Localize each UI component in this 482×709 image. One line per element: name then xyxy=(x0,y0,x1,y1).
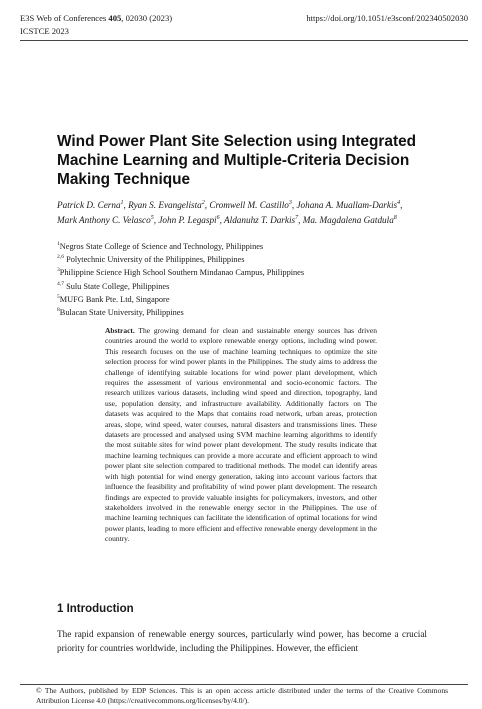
author-affiliation-marker: 8 xyxy=(393,215,397,222)
affiliation-text: Sulu State College, Philippines xyxy=(64,281,170,291)
author-name: Patrick D. Cerna xyxy=(57,200,121,211)
abstract xyxy=(105,326,377,545)
author-separator: , xyxy=(123,200,129,211)
affiliation-marker: 2,6 xyxy=(57,254,64,261)
abstract-text: The growing demand for clean and sustainable energy sources has driven countries around the world to explore renewable energy options, including wind power. This research focuses on the use of machine learning techniques to optimize the site selection process for wind power plants in the Philippines. The study aims to address the challenge of identifying suitable locations for wind power plant development, which requires the assessment of various environmental and socio-economic factors. The research utilizes various datasets, including wind speed and direction, topography, land use, population density, and infrastructure availability. Additionally factors on The datasets was acquired to the Maps that contains road network, urban areas, protection areas, slope, wind speed, water courses, natural disasters and transmissions lines. These datasets are processed and analysed using SVM machine learning algorithms to identify the most suitable sites for wind power plant development. The study results indicate that machine learning techniques can provide a more accurate and efficient approach to wind power plant site selection compared to traditional methods. The model can identify areas with high potential for wind energy generation, taking into account various factors that influence the feasibility and profitability of wind power plant development. The research findings are expected to provide valuable insights for policymakers, investors, and other stakeholders involved in the renewable energy sector in the Philippines. The use of machine learning techniques can facilitate the identification of optimal locations for wind power plants, leading to more efficient and effective renewable energy development in the country. xyxy=(105,326,377,544)
affiliation-text: Negros State College of Science and Technology, Philippines xyxy=(59,241,264,251)
affiliation-marker: 8 xyxy=(57,306,60,313)
affiliation-text: Polytechnic University of the Philippines, Philippines xyxy=(64,254,245,264)
author-affiliation-marker: 6 xyxy=(216,215,220,222)
author-name: Ryan S. Evangelista xyxy=(128,200,202,211)
affiliation-text: MUFG Bank Pte. Ltd, Singapore xyxy=(59,294,170,304)
author-name: Ma. Magdalena Gatdula xyxy=(302,215,394,226)
author-name: Mark Anthony C. Velasco xyxy=(57,215,151,226)
affiliation-marker: 1 xyxy=(57,241,60,247)
volume-number: 405 xyxy=(108,13,122,23)
footer-divider xyxy=(20,684,468,685)
doi-link[interactable]: https://doi.org/10.1051/e3sconf/202340502030 xyxy=(306,13,468,23)
author-affiliation-marker: 2 xyxy=(201,200,205,206)
affiliation-item xyxy=(57,305,437,318)
author-name: Aldanuhz T. Darkis xyxy=(224,215,296,226)
author-affiliation-marker: 4 xyxy=(397,200,401,206)
affiliation-marker: 4,7 xyxy=(57,280,64,287)
affiliation-item xyxy=(57,265,437,278)
author-name: Johana A. Muallam-Darkis xyxy=(296,200,398,211)
introduction-text: The rapid expansion of renewable energy sources, particularly wind power, has become a crucial priority for countries worldwide, including the Philippines. However, the efficient xyxy=(57,629,427,653)
license-footer: © The Authors, published by EDP Sciences. This is an open access article distributed under the terms of the Creative Commons Attribution License 4.0 (https://creativecommons.org/licenses/by/4.0/). xyxy=(36,686,448,705)
author-list xyxy=(57,197,419,227)
section-heading-introduction: 1 Introduction xyxy=(57,603,134,615)
journal-citation: E3S Web of Conferences 405, 02030 (2023) xyxy=(20,13,173,23)
affiliation-text: Bulacan State University, Philippines xyxy=(59,307,184,317)
author-separator: , xyxy=(298,215,303,226)
author-separator: , xyxy=(153,215,159,226)
author-name: John P. Legaspi xyxy=(158,215,217,226)
affiliation-item xyxy=(57,239,437,252)
author-separator: , xyxy=(204,200,210,211)
paper-title: Wind Power Plant Site Selection using Integrated Machine Learning and Multiple-Criteria Decision Making Technique xyxy=(57,133,417,188)
affiliation-marker: 3 xyxy=(57,267,60,274)
affiliation-list xyxy=(57,239,437,318)
author-affiliation-marker: 3 xyxy=(288,200,292,206)
author-separator: , xyxy=(291,200,297,211)
affiliation-item xyxy=(57,279,437,292)
affiliation-marker: 5 xyxy=(57,293,60,300)
author-separator: , xyxy=(400,200,403,211)
affiliation-text: Philippine Science High School Southern Mindanao Campus, Philippines xyxy=(59,268,305,278)
author-name: Cromwell M. Castillo xyxy=(209,200,289,211)
author-affiliation-marker: 1 xyxy=(120,200,124,206)
author-affiliation-marker: 7 xyxy=(295,215,299,222)
affiliation-item xyxy=(57,292,437,305)
author-affiliation-marker: 5 xyxy=(150,215,154,222)
abstract-label: Abstract. xyxy=(105,326,135,335)
affiliation-item xyxy=(57,252,437,265)
header-divider xyxy=(20,40,468,41)
conference-name: ICSTCE 2023 xyxy=(20,26,69,36)
author-separator: , xyxy=(219,215,225,226)
running-header-left xyxy=(20,12,172,38)
